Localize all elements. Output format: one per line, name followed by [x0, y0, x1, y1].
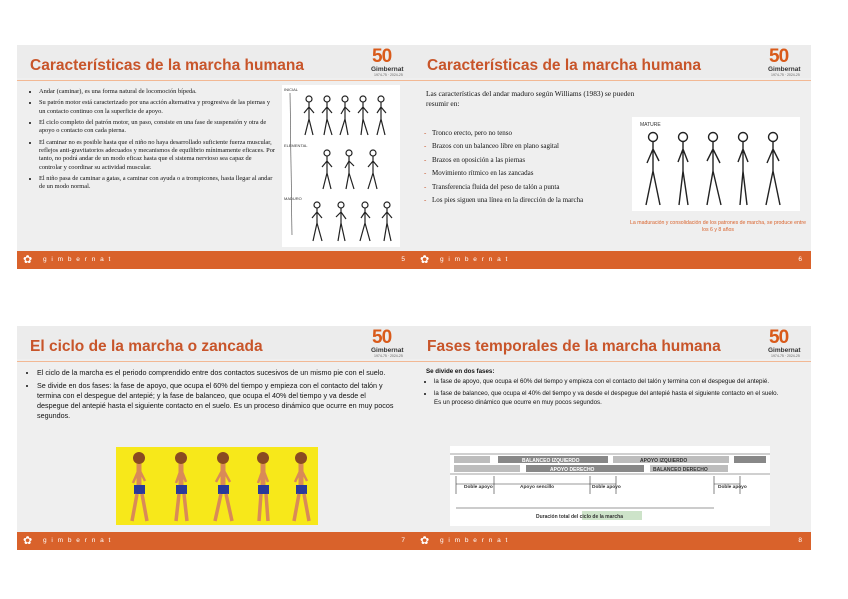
page-number: 5	[401, 256, 405, 263]
gimbernat-mark-icon: ✿	[23, 535, 33, 547]
intro-text: Se divide en dos fases:	[426, 368, 495, 375]
bullet-item: • El ciclo de la marcha es el periodo comprendido entre dos contactos sucesivos de un mismo pie con el suelo.	[37, 368, 399, 378]
balanceo-derecho-label: BALANCEO DERECHO	[653, 467, 708, 473]
bullet-item: • El ciclo completo del patrón motor, un paso, consiste en una fase de suspensión y otra de apoyo o contacto con cada pierna.	[39, 119, 276, 136]
gimbernat-50-logo: 50 Gimbernat 1974-75 · 2024-25	[371, 46, 404, 77]
bullet-list	[426, 378, 786, 411]
figure-caption: La maduración y consolidación de los patrones de marcha, se produce entre los 6 y 8 años	[630, 220, 806, 233]
bullet-item: • El caminar no es posible hasta que el niño no haya desarrollado suficiente fuerza muscular, reflejos anti-gravitatorios adecuados y mecanismos de equilibrio mínimamente eficaces. Por tanto, no podrá andar de un modo eficaz hasta que el sistema nervioso sea capaz de controlar y coordinar su actividad muscular.	[39, 139, 276, 172]
slide-footer	[17, 251, 414, 269]
gimbernat-mark-icon: ✿	[420, 254, 430, 266]
figure-label: MATURE	[640, 122, 661, 128]
gimbernat-mark-icon: ✿	[23, 254, 33, 266]
list-item: - Transferencia fluida del peso de talón a punta	[424, 183, 644, 192]
page-number: 7	[401, 537, 405, 544]
footer-brand: g i m b e r n a t	[440, 256, 509, 263]
gimbernat-50-logo: 50 Gimbernat 1974-75 · 2024-25	[768, 327, 801, 358]
gimbernat-mark-icon: ✿	[420, 535, 430, 547]
gimbernat-50-logo: 50 Gimbernat 1974-75 · 2024-25	[371, 327, 404, 358]
list-item: - Tronco erecto, pero no tenso	[424, 129, 644, 138]
intro-text: Las características del andar maduro según Williams (1983) se pueden resumir en:	[426, 89, 635, 108]
walking-stages-figure	[282, 85, 400, 247]
slide-title: Características de la marcha humana	[30, 57, 304, 74]
slide-6	[414, 45, 811, 269]
bullet-item: • la fase de apoyo, que ocupa el 60% del tiempo y empieza con el contacto del talón y termina con el despegue del antepié.	[434, 378, 786, 387]
bullet-item: • El niño pasa de caminar a gatas, a caminar con ayuda o a trompicones, hasta llegar al andar de un modo normal.	[39, 175, 276, 192]
title-divider	[17, 361, 414, 362]
slide-7	[17, 326, 414, 550]
gait-phases-diagram	[450, 446, 770, 526]
bullet-list	[29, 368, 399, 424]
list-item: - Brazos en oposición a las piernas	[424, 156, 644, 165]
slide-8	[414, 326, 811, 550]
apoyo-izquierdo-label: APOYO IZQUIERDO	[640, 458, 688, 464]
slide-title: Fases temporales de la marcha humana	[427, 338, 721, 355]
apoyo-sencillo-label: Apoyo sencillo	[520, 485, 555, 490]
gait-cycle-children-figure	[116, 447, 318, 525]
bullet-list	[31, 88, 276, 195]
slide-footer	[414, 251, 811, 269]
page-number: 8	[798, 537, 802, 544]
doble-apoyo-label: Doble apoyo	[464, 485, 493, 490]
list-item: - Brazos con un balanceo libre en plano sagital	[424, 142, 644, 151]
slide-title: Características de la marcha humana	[427, 57, 701, 74]
stage-label: MADURO	[284, 196, 302, 201]
title-divider	[414, 80, 811, 81]
mature-gait-figure	[632, 117, 800, 211]
slide-footer	[17, 532, 414, 550]
title-divider	[17, 80, 414, 81]
bullet-item: • Se divide en dos fases: la fase de apoyo, que ocupa el 60% del tiempo y empieza con el contacto del talón y termina con el despegue del antepié; y la fase de balanceo, que ocupa el 40% del tiempo y va desde el despegue del antepié hasta el siguiente contacto en el suelo. Es un proceso dinámico que ocurre en muy pocos segundos.	[37, 381, 399, 421]
bullet-item: • Su patrón motor está caracterizado por una acción alternativa y progresiva de las piernas y un contacto continuo con la superficie de apoyo.	[39, 99, 276, 116]
page-number: 6	[798, 256, 802, 263]
characteristics-list	[424, 129, 644, 210]
bullet-item: • Andar (caminar), es una forma natural de locomoción bípeda.	[39, 88, 276, 96]
stage-label: INICIAL	[284, 87, 299, 92]
slide-footer	[414, 532, 811, 550]
stage-label: ELEMENTAL	[284, 143, 308, 148]
footer-brand: g i m b e r n a t	[43, 256, 112, 263]
bullet-item: • la fase de balanceo, que ocupa el 40% del tiempo y va desde el despegue del antepié hasta el siguiente contacto en el suelo. Es un proceso dinámico que ocurre en muy pocos segundos.	[434, 390, 786, 408]
list-item: - Los pies siguen una línea en la dirección de la marcha	[424, 196, 644, 205]
title-divider	[414, 361, 811, 362]
gimbernat-50-logo: 50 Gimbernat 1974-75 · 2024-25	[768, 46, 801, 77]
footer-brand: g i m b e r n a t	[440, 537, 509, 544]
list-item: - Movimiento rítmico en las zancadas	[424, 169, 644, 178]
doble-apoyo-label: Doble apoyo	[592, 485, 621, 490]
doble-apoyo-label: Doble apoyo	[718, 485, 747, 490]
footer-brand: g i m b e r n a t	[43, 537, 112, 544]
balanceo-izquierdo-label: BALANCEO IZQUIERDO	[522, 458, 580, 464]
apoyo-derecho-label: APOYO DERECHO	[550, 467, 595, 473]
duracion-total-label: Duración total del ciclo de la marcha	[536, 514, 623, 520]
slide-5	[17, 45, 414, 269]
slide-title: El ciclo de la marcha o zancada	[30, 338, 263, 355]
